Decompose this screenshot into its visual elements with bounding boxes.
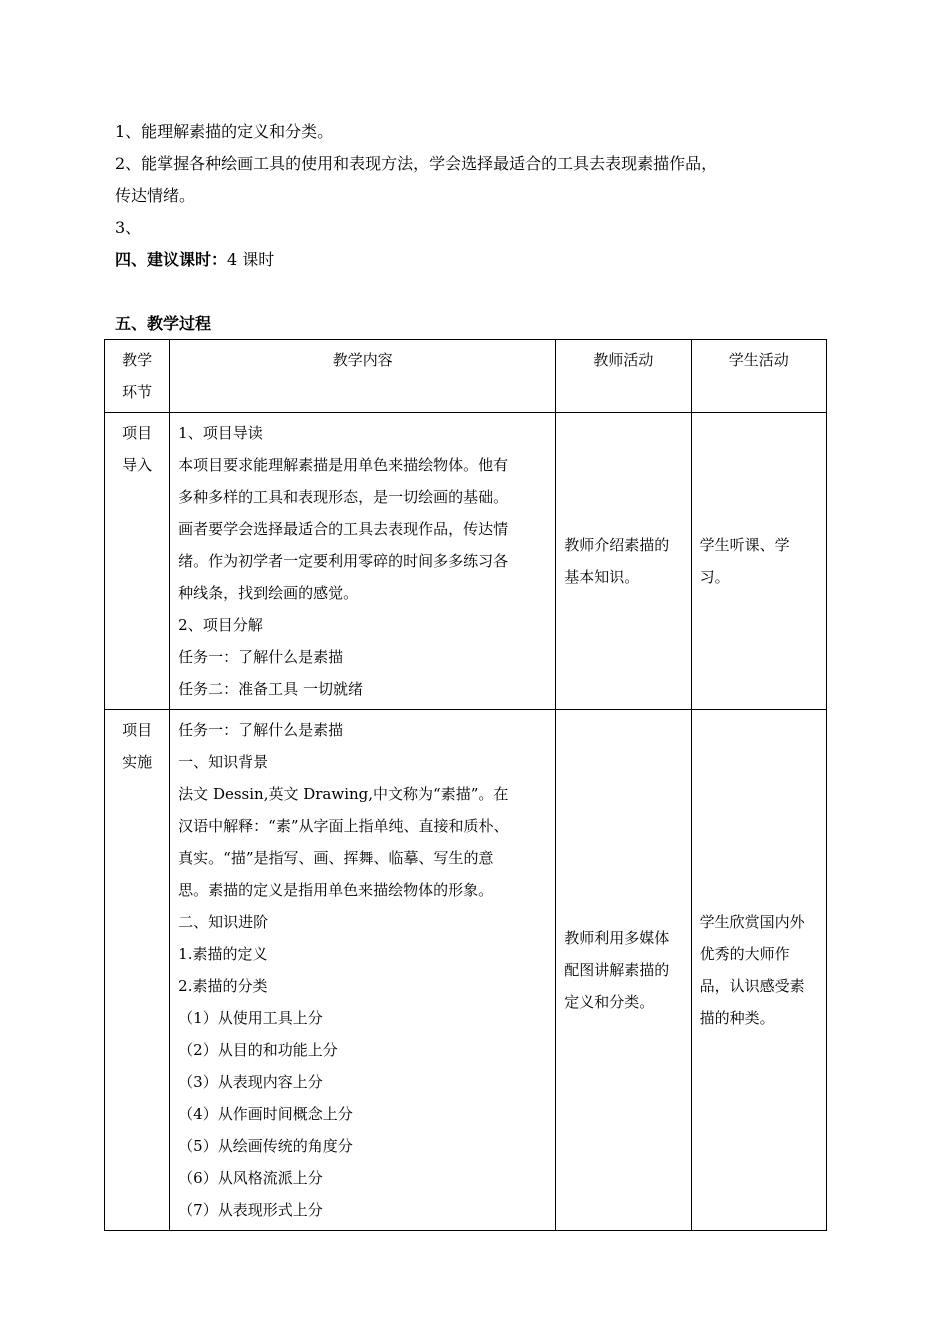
- table-row: [105, 413, 827, 710]
- content-line: 多种多样的工具和表现形态，是一切绘画的基础。: [178, 488, 509, 506]
- header-stage-line: 教学: [122, 351, 153, 369]
- stage-cell: [105, 413, 170, 710]
- content-line: 本项目要求能理解素描是用单色来描绘物体。他有: [178, 456, 509, 474]
- content-cell: [170, 710, 556, 1231]
- content-line: （6）从风格流派上分: [178, 1169, 323, 1187]
- teacher-line: 教师利用多媒体: [564, 929, 670, 947]
- content-cell: [170, 413, 556, 710]
- content-line: （5）从绘画传统的角度分: [178, 1137, 353, 1155]
- student-line: 品，认识感受素: [699, 977, 805, 995]
- content-line: 真实。“描”是指写、画、挥舞、临摹、写生的意: [178, 849, 494, 867]
- content-line: 任务二：准备工具 一切就绪: [178, 680, 363, 698]
- stage-line: 实施: [122, 753, 153, 771]
- header-stage: [105, 340, 170, 413]
- teacher-activity-cell: [556, 710, 691, 1231]
- content-line: 绪。作为初学者一定要利用零碎的时间多多练习各: [178, 552, 509, 570]
- content-line: 2、项目分解: [178, 616, 263, 634]
- student-line: 优秀的大师作: [699, 945, 790, 963]
- content-line: 任务一：了解什么是素描: [178, 721, 344, 739]
- suggested-hours-value: 4 课时: [227, 250, 275, 269]
- content-line: 思。素描的定义是指用单色来描绘物体的形象。: [178, 881, 494, 899]
- objective-2-continued: 传达情绪。: [115, 186, 196, 205]
- content-line: 任务一：了解什么是素描: [178, 648, 344, 666]
- suggested-hours-label: 四、建议课时：: [115, 250, 228, 269]
- teacher-line: 定义和分类。: [564, 993, 655, 1011]
- content-line: （4）从作画时间概念上分: [178, 1105, 353, 1123]
- objective-3: 3、: [115, 218, 142, 237]
- content-line: 种线条，找到绘画的感觉。: [178, 584, 359, 602]
- teacher-activity-cell: [556, 413, 691, 710]
- content-line: 1.素描的定义: [178, 945, 268, 963]
- stage-line: 项目: [122, 721, 153, 739]
- content-line: 二、知识进阶: [178, 913, 269, 931]
- content-line: （3）从表现内容上分: [178, 1073, 323, 1091]
- student-activity-cell: [691, 413, 826, 710]
- student-line: 学生欣赏国内外: [699, 913, 805, 931]
- header-teacher-activity: 教师活动: [556, 340, 691, 413]
- teacher-line: 配图讲解素描的: [564, 961, 670, 979]
- student-line: 学生听课、学习。: [699, 536, 790, 586]
- content-line: 一、知识背景: [178, 753, 269, 771]
- content-line: 法文 Dessin,英文 Drawing,中文称为“素描”。在: [178, 785, 509, 803]
- objective-2: 2、能掌握各种绘画工具的使用和表现方法，学会选择最适合的工具去表现素描作品，: [115, 154, 718, 173]
- header-content: 教学内容: [170, 340, 556, 413]
- stage-line: 导入: [122, 456, 153, 474]
- student-activity-cell: [691, 710, 826, 1231]
- teacher-line: 基本知识。: [564, 568, 640, 586]
- section-title-teaching-process: 五、教学过程: [115, 314, 212, 333]
- header-student-activity: 学生活动: [691, 340, 826, 413]
- objective-1: 1、能理解素描的定义和分类。: [115, 122, 334, 141]
- content-line: （2）从目的和功能上分: [178, 1041, 338, 1059]
- content-line: 画者要学会选择最适合的工具去表现作品，传达情: [178, 520, 509, 538]
- teaching-process-table: [104, 339, 827, 1231]
- content-line: （7）从表现形式上分: [178, 1201, 323, 1219]
- teacher-line: 教师介绍素描的: [564, 536, 670, 554]
- content-line: 1、项目导读: [178, 424, 263, 442]
- content-line: 汉语中解释：“素”从字面上指单纯、直接和质朴、: [178, 817, 509, 835]
- header-stage-line: 环节: [122, 383, 153, 401]
- table-header-row: [105, 340, 827, 413]
- suggested-hours: [115, 244, 274, 276]
- stage-line: 项目: [122, 424, 153, 442]
- stage-cell: [105, 710, 170, 1231]
- student-line: 描的种类。: [699, 1009, 775, 1027]
- table-row: [105, 710, 827, 1231]
- content-line: （1）从使用工具上分: [178, 1009, 323, 1027]
- content-line: 2.素描的分类: [178, 977, 268, 995]
